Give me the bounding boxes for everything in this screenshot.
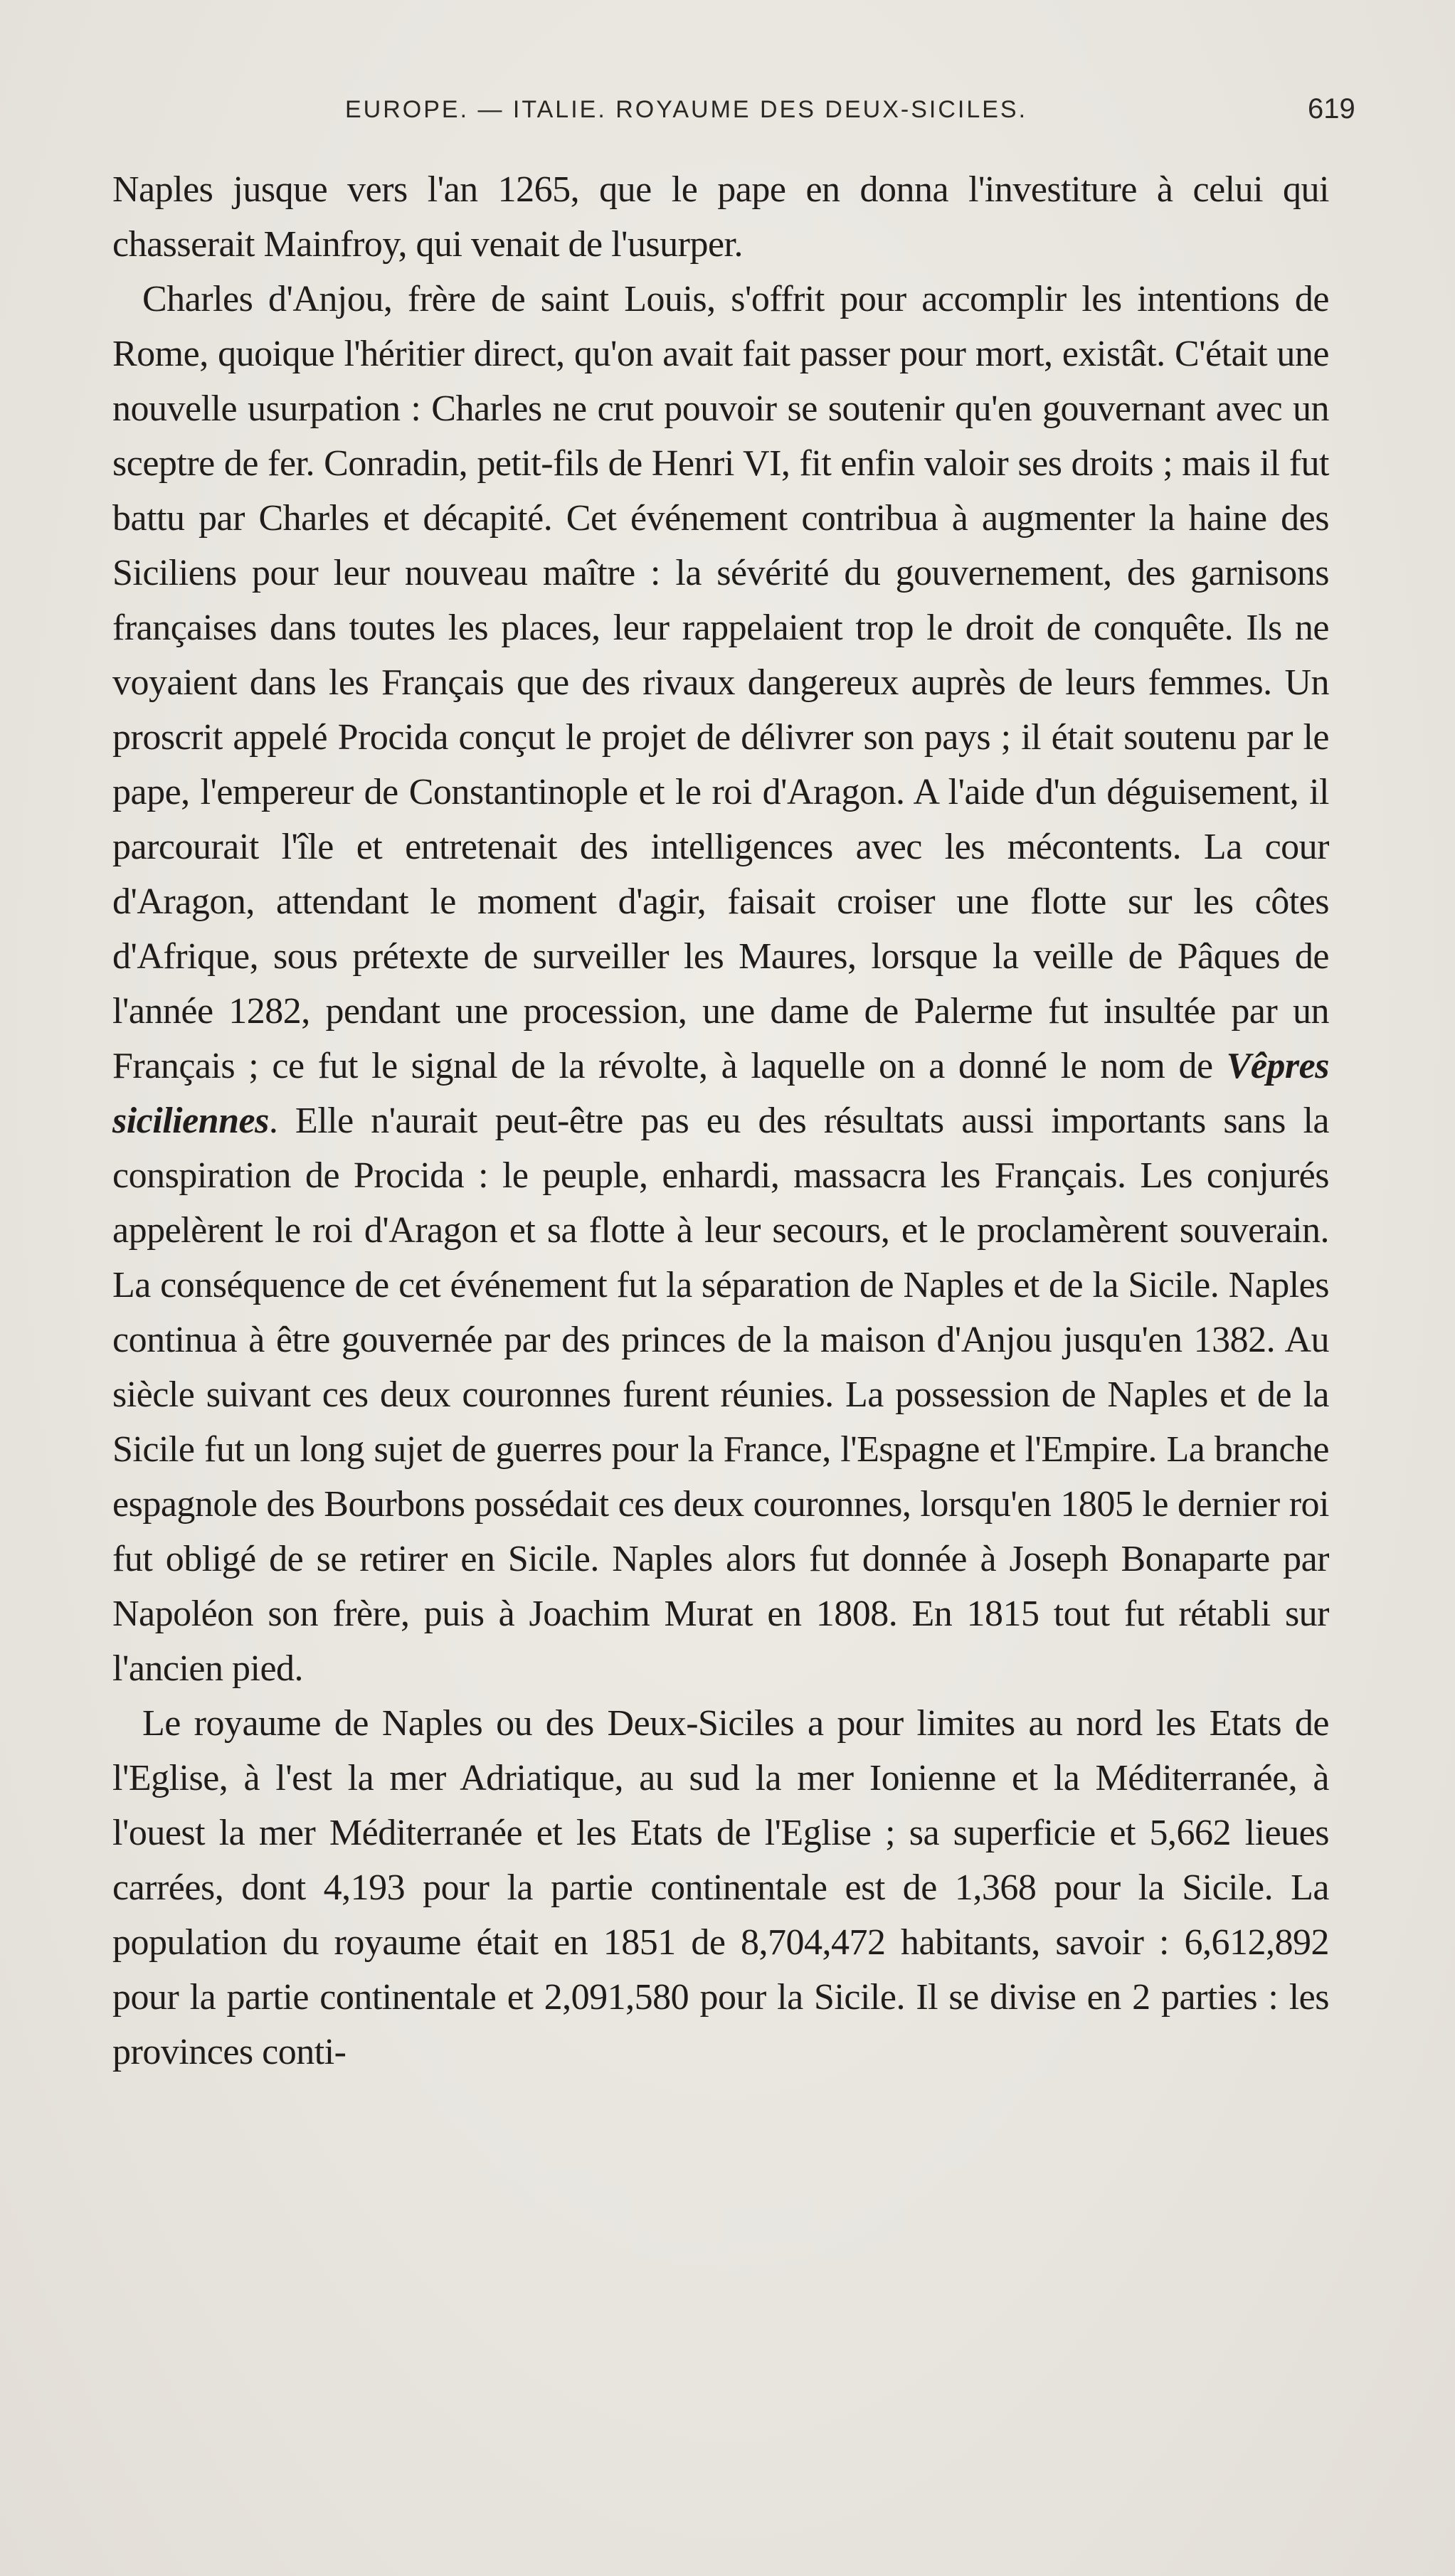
vepres-siciliennes-term: Vêpres siciliennes [112, 1046, 1329, 1141]
paragraph-1-text: Naples jusque vers l'an 1265, que le pape en donna l'investiture à celui qui chasserait Mainfroy, qui venait de l'usurper. [112, 169, 1329, 265]
paragraph-2-text-b: . Elle n'aurait peut-être pas eu des résultats aussi importants sans la conspiration de Procida : le peuple, enhardi, massacra les Français. Les conjurés appelèrent le roi d'Aragon et sa flotte à leur secours, et le proclamèrent souverain. La conséquence de cet événement fut la séparation de Naples et de la Sicile. Naples continua à être gouvernée par des princes de la maison d'Anjou jusqu'en 1382. Au siècle suivant ces deux couronnes furent réunies. La possession de Naples et de la Sicile fut un long sujet de guerres pour la France, l'Espagne et l'Empire. La branche espagnole des Bourbons possédait ces deux couronnes, lorsqu'en 1805 le dernier roi fut obligé de se retirer en Sicile. Naples alors fut donnée à Joseph Bonaparte par Napoléon son frère, puis à Joachim Murat en 1808. En 1815 tout fut rétabli sur l'ancien pied. [112, 1101, 1329, 1689]
paragraph-3-text: Le royaume de Naples ou des Deux-Siciles a pour limites au nord les Etats de l'Eglise, à l'est la mer Adriatique, au sud la mer Ionienne et la Méditerranée, à l'ouest la mer Méditerranée et les Etats de l'Eglise ; sa superficie et 5,662 lieues carrées, dont 4,193 pour la partie continentale est de 1,368 pour la Sicile. La population du royaume était en 1851 de 8,704,472 habitants, savoir : 6,612,892 pour la partie continentale et 2,091,580 pour la Sicile. Il se divise en 2 parties : les provinces conti- [112, 1703, 1329, 2072]
running-head [0, 93, 1455, 139]
paragraph-2-text-a: Charles d'Anjou, frère de saint Louis, s'offrit pour accomplir les intentions de Rome, quoique l'héritier direct, qu'on avait fait passer pour mort, existât. C'était une nouvelle usurpation : Charles ne crut pouvoir se soutenir qu'en gouvernant avec un sceptre de fer. Conradin, petit-fils de Henri VI, fit enfin valoir ses droits ; mais il fut battu par Charles et décapité. Cet événement contribua à augmenter la haine des Siciliens pour leur nouveau maître : la sévérité du gouvernement, des garnisons françaises dans toutes les places, leur rappelaient trop le droit de conquête. Ils ne voyaient dans les Français que des rivaux dangereux auprès de leurs femmes. Un proscrit appelé Procida conçut le projet de délivrer son pays ; il était soutenu par le pape, l'empereur de Constantinople et le roi d'Aragon. A l'aide d'un déguisement, il parcourait l'île et entretenait des intelligences avec les mécontents. La cour d'Aragon, attendant le moment d'agir, faisait croiser une flotte sur les côtes d'Afrique, sous prétexte de surveiller les Maures, lorsque la veille de Pâques de l'année 1282, pendant une procession, une dame de Palerme fut insultée par un Français ; ce fut le signal de la révolte, à laquelle on a donné le nom de [112, 279, 1329, 1086]
body-text [112, 162, 1329, 2079]
paragraph-3 [112, 1696, 1329, 2079]
page-number: 619 [1308, 93, 1355, 124]
running-title: EUROPE. — ITALIE. ROYAUME DES DEUX-SICILES. [345, 96, 1028, 123]
paragraph-1 [112, 162, 1329, 272]
paragraph-2 [112, 272, 1329, 1696]
